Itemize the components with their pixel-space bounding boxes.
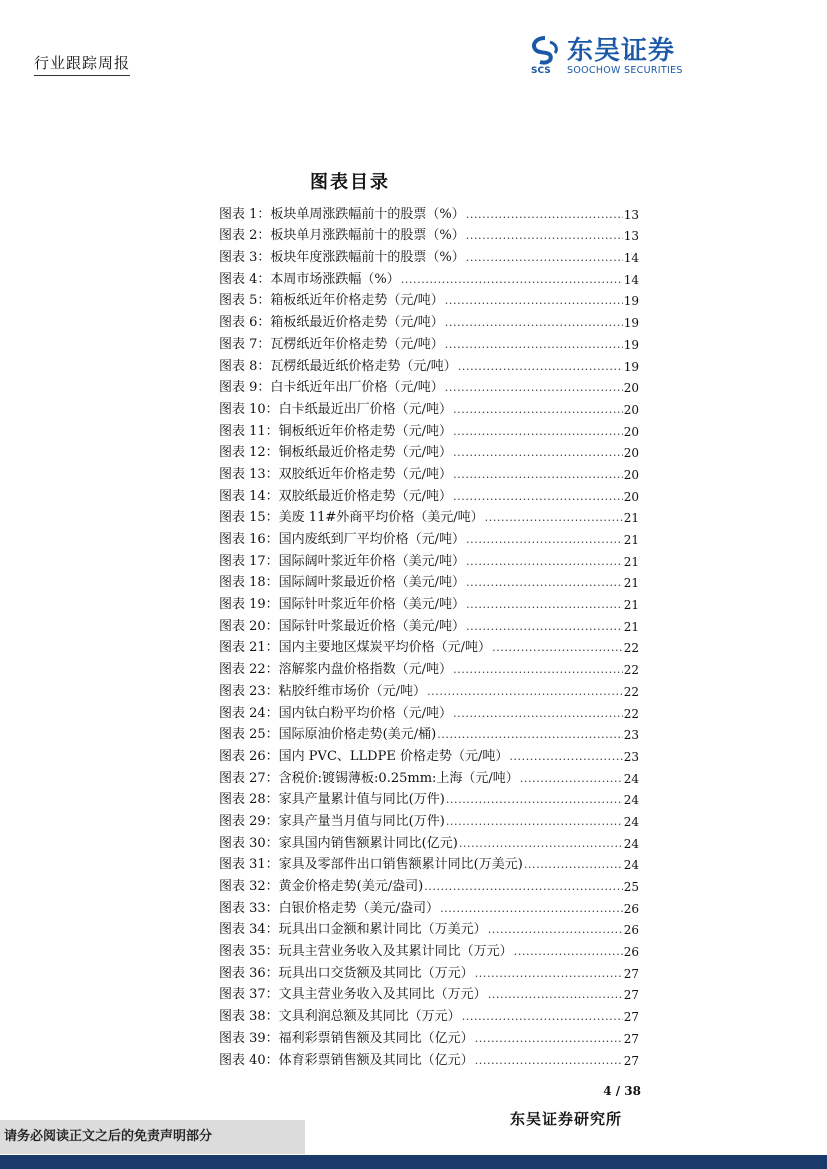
toc-entry-page: 14	[623, 251, 639, 266]
toc-entry-label: 图表 32：黄金价格走势(美元/盎司)	[219, 879, 424, 894]
toc-entry[interactable]	[219, 916, 639, 938]
soochow-logo-icon	[530, 36, 560, 74]
toc-entry[interactable]	[219, 1002, 639, 1024]
toc-entry-page: 25	[623, 880, 639, 894]
toc-leader-dots	[453, 424, 623, 439]
toc-entry-label: 图表 29：家具产量当月值与同比(万件)	[219, 813, 445, 829]
toc-title: 图表目录	[310, 172, 390, 193]
toc-leader-dots	[445, 337, 623, 352]
toc-leader-dots	[445, 380, 623, 395]
toc-entry[interactable]	[219, 352, 639, 374]
toc-entry-label: 图表 14：双胶纸最近价格走势（元/吨）	[219, 488, 453, 504]
toc-entry[interactable]	[219, 460, 639, 482]
toc-entry-label: 图表 8：瓦楞纸最近纸价格走势（元/吨）	[219, 358, 457, 374]
toc-entry-label: 图表 1：板块单周涨跌幅前十的股票（%）	[219, 206, 465, 222]
toc-leader-dots	[445, 293, 623, 308]
toc-leader-dots	[401, 272, 623, 287]
toc-entry-label: 图表 40：体育彩票销售额及其同比（亿元）	[219, 1052, 474, 1068]
toc-entry[interactable]	[219, 981, 639, 1003]
toc-entry[interactable]	[219, 1024, 639, 1046]
toc-entry-page: 21	[623, 511, 639, 526]
toc-entry-page: 22	[623, 706, 639, 721]
toc-entry-page: 20	[623, 489, 639, 504]
toc-entry-page: 27	[623, 966, 639, 981]
toc-entry-page: 24	[623, 771, 639, 786]
toc-entry-label: 图表 24：国内钛白粉平均价格（元/吨）	[219, 705, 453, 721]
toc-leader-dots	[453, 467, 623, 482]
toc-leader-dots	[437, 727, 623, 742]
toc-leader-dots	[453, 445, 623, 460]
toc-entry-label: 图表 4：本周市场涨跌幅（%）	[219, 271, 400, 287]
toc-entry-page: 22	[623, 641, 639, 656]
toc-entry-page: 19	[623, 316, 639, 331]
toc-entry[interactable]	[219, 222, 639, 244]
toc-entry-label: 图表 5：箱板纸近年价格走势（元/吨）	[219, 293, 444, 309]
toc-leader-dots	[466, 554, 623, 569]
toc-entry[interactable]	[219, 417, 639, 439]
toc-entry[interactable]	[219, 634, 639, 656]
toc-entry-label: 图表 35：玩具主营业务收入及其累计同比（万元）	[219, 944, 513, 960]
toc-leader-dots	[492, 640, 623, 655]
toc-entry[interactable]	[219, 699, 639, 721]
toc-entry-label: 图表 16：国内废纸到厂平均价格（元/吨）	[219, 532, 466, 547]
toc-leader-dots	[453, 662, 623, 677]
toc-entry-label: 图表 7：瓦楞纸近年价格走势（元/吨）	[219, 336, 444, 352]
toc-entry-label: 图表 38：文具利润总额及其同比（万元）	[219, 1009, 461, 1025]
toc-entry-page: 20	[623, 467, 639, 482]
toc-entry[interactable]	[219, 894, 639, 916]
toc-entry[interactable]	[219, 395, 639, 417]
toc-entry-label: 图表 18：国际阔叶浆最近价格（美元/吨）	[219, 575, 466, 591]
toc-entry-label: 图表 22：溶解浆内盘价格指数（元/吨）	[219, 662, 453, 678]
toc-leader-dots	[453, 402, 623, 417]
toc-entry-label: 图表 23：粘胶纤维市场价（元/吨）	[219, 683, 427, 699]
toc-leader-dots	[446, 792, 623, 807]
toc-entry[interactable]	[219, 200, 639, 222]
toc-leader-dots	[520, 771, 623, 786]
toc-entry-label: 图表 11：铜板纸近年价格走势（元/吨）	[219, 423, 453, 439]
toc-entry-page: 23	[623, 749, 639, 764]
toc-leader-dots	[475, 966, 623, 981]
toc-entry-page: 27	[623, 1010, 639, 1025]
toc-entry-label: 图表 33：白银价格走势（美元/盎司）	[219, 900, 440, 916]
toc-entry[interactable]	[219, 482, 639, 504]
toc-leader-dots	[466, 207, 623, 222]
toc-leader-dots	[424, 879, 623, 894]
toc-entry[interactable]	[219, 590, 639, 612]
toc-entry-page: 24	[623, 814, 639, 829]
toc-entry[interactable]	[219, 612, 639, 634]
toc-entry-label: 图表 9：白卡纸近年出厂价格（元/吨）	[219, 380, 444, 396]
toc-entry-label: 图表 10：白卡纸最近出厂价格（元/吨）	[219, 401, 453, 417]
toc-entry[interactable]	[219, 959, 639, 981]
toc-entry[interactable]	[219, 569, 639, 591]
toc-entry-page: 24	[623, 836, 639, 851]
toc-entry-page: 14	[623, 272, 639, 287]
toc-entry-label: 图表 20：国际针叶浆最近价格（美元/吨）	[219, 618, 466, 634]
toc-entry[interactable]	[219, 721, 639, 743]
toc-entry-label: 图表 15：美废 11#外商平均价格（美元/吨）	[219, 510, 484, 526]
toc-entry-label: 图表 27：含税价:镀锡薄板:0.25mm:上海（元/吨）	[219, 770, 519, 786]
toc-entry-page: 27	[623, 1053, 639, 1068]
toc-leader-dots	[475, 1031, 623, 1046]
toc-entry[interactable]	[219, 525, 639, 547]
toc-entry-label: 图表 28：家具产量累计值与同比(万件)	[219, 792, 445, 808]
brand-name-cn: 东吴证券	[567, 36, 676, 66]
toc-entry[interactable]	[219, 764, 639, 786]
toc-entry-label: 图表 3：板块年度涨跌幅前十的股票（%）	[219, 250, 465, 266]
toc-entry[interactable]	[219, 807, 639, 829]
toc-entry-label: 图表 34：玩具出口金额和累计同比（万美元）	[219, 922, 487, 938]
brand-name-en: SOOCHOW SECURITIES	[567, 65, 683, 76]
toc-leader-dots	[488, 922, 623, 937]
toc-entry-page: 20	[623, 381, 639, 396]
toc-entry-label: 图表 12：铜板纸最近价格走势（元/吨）	[219, 445, 453, 461]
toc-leader-dots	[427, 684, 623, 699]
toc-entry[interactable]	[219, 829, 639, 851]
toc-leader-dots	[440, 901, 623, 916]
toc-entry-page: 21	[623, 554, 639, 569]
toc-leader-dots	[509, 749, 622, 764]
toc-entry[interactable]	[219, 742, 639, 764]
footer-color-bar	[0, 1155, 827, 1169]
toc-entry[interactable]	[219, 786, 639, 808]
toc-leader-dots	[466, 619, 623, 634]
toc-leader-dots	[488, 987, 623, 1002]
toc-entry-label: 图表 19：国际针叶浆近年价格（美元/吨）	[219, 597, 466, 613]
toc-leader-dots	[453, 489, 623, 504]
toc-entry-page: 13	[623, 207, 639, 222]
toc-entry[interactable]	[219, 872, 639, 894]
toc-entry-label: 图表 25：国际原油价格走势(美元/桶)	[219, 727, 437, 743]
toc-entry-page: 26	[623, 923, 639, 938]
toc-leader-dots	[466, 250, 623, 265]
toc-entry-page: 27	[623, 988, 639, 1003]
toc-entry-page: 19	[623, 337, 639, 352]
toc-entry-page: 19	[623, 359, 639, 374]
toc-entry[interactable]	[219, 439, 639, 461]
disclaimer-text: 请务必阅读正文之后的免责声明部分	[4, 1129, 213, 1144]
toc-entry-page: 19	[623, 294, 639, 309]
toc-leader-dots	[485, 510, 623, 525]
toc-entry-page: 22	[623, 663, 639, 678]
toc-entry-label: 图表 37：文具主营业务收入及其同比（万元）	[219, 987, 487, 1003]
toc-entry-label: 图表 17：国际阔叶浆近年价格（美元/吨）	[219, 553, 466, 569]
page-number: 4 / 38	[603, 1084, 641, 1098]
figure-toc-list	[219, 200, 639, 1068]
toc-entry-label: 图表 21：国内主要地区煤炭平均价格（元/吨）	[219, 640, 492, 656]
toc-leader-dots	[466, 532, 623, 547]
toc-leader-dots	[466, 575, 623, 590]
toc-leader-dots	[466, 597, 623, 612]
toc-entry-page: 21	[623, 533, 639, 547]
toc-entry[interactable]	[219, 374, 639, 396]
toc-entry-label: 图表 30：家具国内销售额累计同比(亿元)	[219, 835, 458, 851]
toc-leader-dots	[458, 359, 623, 374]
toc-entry[interactable]	[219, 243, 639, 265]
toc-leader-dots	[475, 1053, 623, 1068]
institute-name: 东吴证券研究所	[509, 1110, 622, 1128]
toc-entry-label: 图表 13：双胶纸近年价格走势（元/吨）	[219, 466, 453, 482]
report-type-label: 行业跟踪周报	[34, 52, 130, 76]
toc-leader-dots	[446, 814, 623, 829]
toc-entry-page: 20	[623, 446, 639, 461]
toc-leader-dots	[524, 857, 623, 872]
toc-leader-dots	[514, 944, 623, 959]
brand-abbr: SCS	[531, 66, 551, 74]
toc-entry-page: 22	[623, 684, 639, 699]
toc-entry-page: 20	[623, 424, 639, 439]
toc-entry-label: 图表 26：国内 PVC、LLDPE 价格走势（元/吨）	[219, 748, 509, 764]
toc-entry-page: 21	[623, 576, 639, 591]
toc-entry-page: 13	[623, 229, 639, 244]
toc-entry-page: 23	[623, 728, 639, 743]
toc-entry[interactable]	[219, 851, 639, 873]
toc-leader-dots	[445, 315, 623, 330]
toc-leader-dots	[453, 706, 623, 721]
toc-leader-dots	[459, 836, 623, 851]
brand-logo	[530, 36, 700, 76]
toc-entry-page: 26	[623, 901, 639, 916]
toc-entry[interactable]	[219, 1046, 639, 1068]
toc-entry[interactable]	[219, 287, 639, 309]
toc-entry[interactable]	[219, 265, 639, 287]
toc-entry[interactable]	[219, 504, 639, 526]
toc-entry-page: 27	[623, 1031, 639, 1046]
toc-entry-label: 图表 36：玩具出口交货额及其同比（万元）	[219, 965, 474, 981]
toc-leader-dots	[466, 228, 623, 243]
toc-entry[interactable]	[219, 655, 639, 677]
toc-entry-page: 20	[623, 402, 639, 417]
toc-leader-dots	[462, 1009, 623, 1024]
toc-entry[interactable]	[219, 937, 639, 959]
toc-entry-page: 21	[623, 598, 639, 613]
toc-entry-label: 图表 2：板块单月涨跌幅前十的股票（%）	[219, 228, 465, 244]
toc-entry-label: 图表 31：家具及零部件出口销售额累计同比(万美元)	[219, 857, 523, 873]
toc-entry-page: 21	[623, 619, 639, 634]
toc-entry-page: 26	[623, 945, 639, 960]
toc-entry[interactable]	[219, 677, 639, 699]
toc-entry[interactable]	[219, 330, 639, 352]
toc-entry-page: 24	[623, 793, 639, 808]
toc-entry-page: 24	[623, 858, 639, 873]
toc-entry[interactable]	[219, 308, 639, 330]
toc-entry-label: 图表 6：箱板纸最近价格走势（元/吨）	[219, 315, 444, 331]
toc-entry[interactable]	[219, 547, 639, 569]
toc-entry-label: 图表 39：福利彩票销售额及其同比（亿元）	[219, 1030, 474, 1046]
